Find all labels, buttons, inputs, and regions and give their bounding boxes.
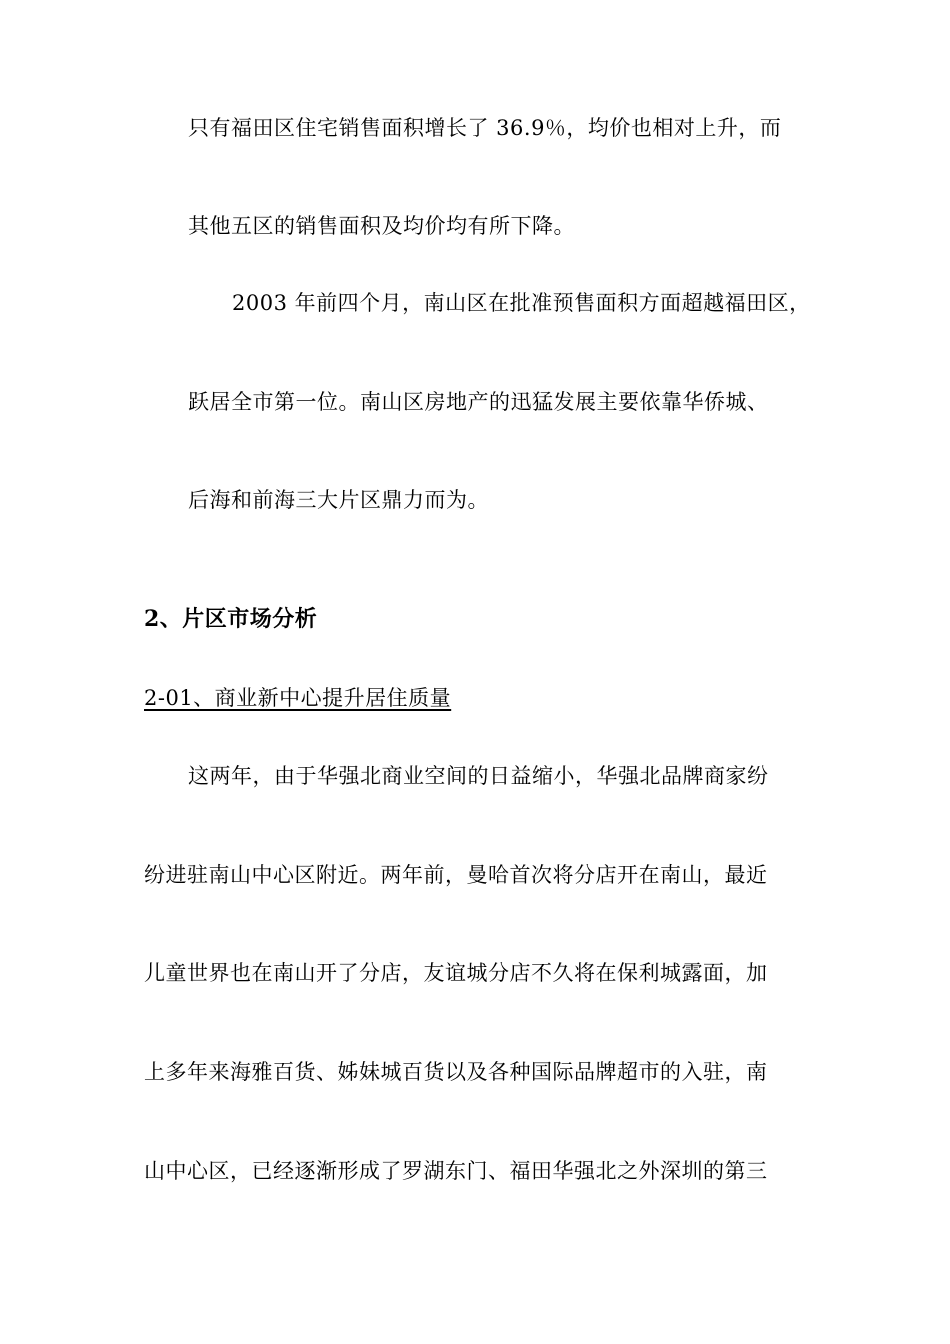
section-subheading: 2-01、商业新中心提升居住质量 — [144, 686, 452, 710]
paragraph-3-line-3: 儿童世界也在南山开了分店，友谊城分店不久将在保利城露面，加 — [144, 961, 768, 985]
section-heading: 2、片区市场分析 — [144, 606, 318, 632]
paragraph-1-line-1: 只有福田区住宅销售面积增长了 36.9％，均价也相对上升，而 — [188, 116, 782, 140]
paragraph-3-line-5: 山中心区，已经逐渐形成了罗湖东门、福田华强北之外深圳的第三 — [144, 1159, 768, 1183]
paragraph-2-line-1: 2003 年前四个月，南山区在批准预售面积方面超越福田区， — [232, 291, 811, 315]
paragraph-2-line-2: 跃居全市第一位。南山区房地产的迅猛发展主要依靠华侨城、 — [188, 390, 769, 414]
paragraph-1-line-2: 其他五区的销售面积及均价均有所下降。 — [188, 214, 575, 238]
paragraph-3-line-2: 纷进驻南山中心区附近。两年前，曼哈首次将分店开在南山，最近 — [144, 863, 768, 887]
paragraph-2-line-3: 后海和前海三大片区鼎力而为。 — [188, 488, 489, 512]
paragraph-3-line-4: 上多年来海雅百货、姊妹城百货以及各种国际品牌超市的入驻，南 — [144, 1060, 768, 1084]
paragraph-3-line-1: 这两年，由于华强北商业空间的日益缩小，华强北品牌商家纷 — [188, 764, 769, 788]
